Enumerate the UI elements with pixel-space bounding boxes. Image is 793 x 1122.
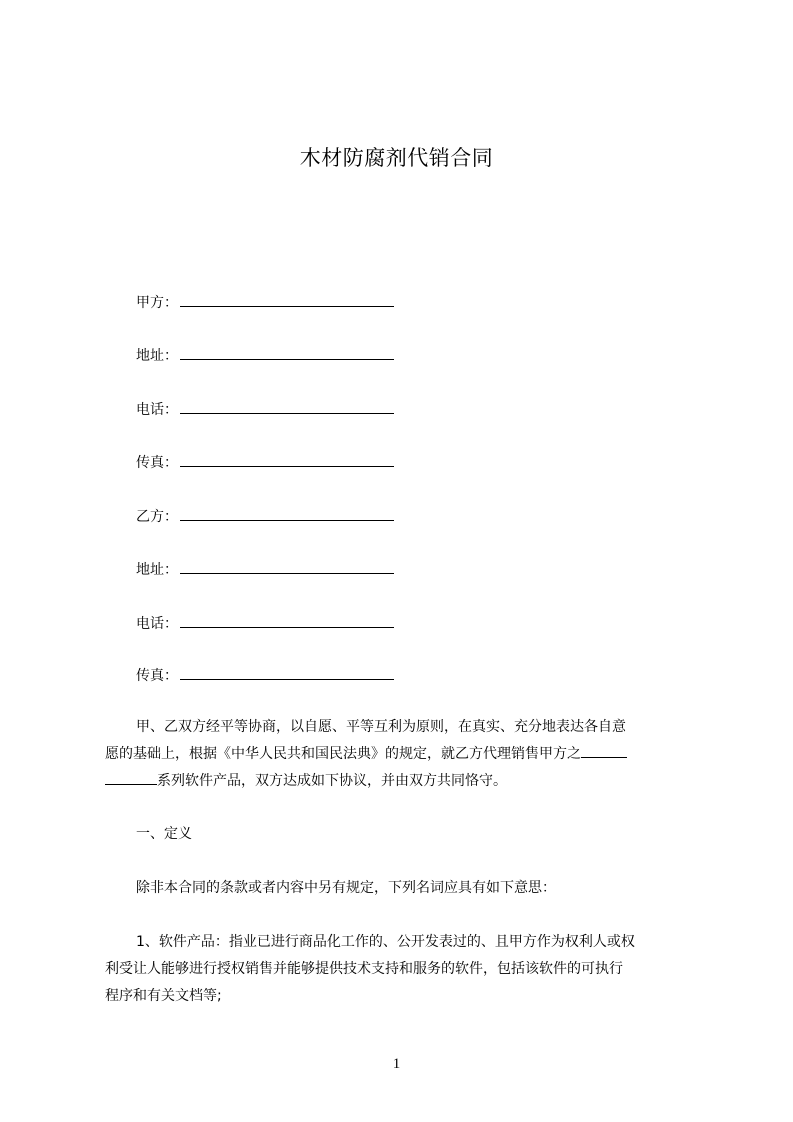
party-a-blank[interactable] [180, 291, 394, 307]
definition-item-1-line-1: 1、软件产品：指业已进行商品化工作的、公开发表过的、且甲方作为权利人或权 [136, 934, 635, 950]
party-a-address-label: 地址： [136, 348, 178, 364]
party-a-phone-field [136, 398, 394, 420]
party-b-fax-label: 传真： [136, 668, 178, 684]
party-b-label: 乙方： [136, 509, 178, 525]
party-a-address-blank[interactable] [180, 344, 394, 360]
party-b-address-blank[interactable] [180, 558, 394, 574]
party-a-field [136, 291, 394, 313]
document-title: 木材防腐剂代销合同 [299, 146, 494, 170]
party-a-phone-blank[interactable] [180, 398, 394, 414]
party-b-address-label: 地址： [136, 562, 178, 578]
party-b-address-field [136, 558, 394, 580]
party-a-address-field [136, 344, 394, 366]
section-heading-definitions: 一、定义 [136, 826, 192, 842]
definitions-intro: 除非本合同的条款或者内容中另有规定，下列名词应具有如下意思： [136, 880, 556, 896]
party-b-blank[interactable] [180, 505, 394, 521]
page-number: 1 [392, 1056, 401, 1072]
product-series-blank-a[interactable] [581, 742, 627, 758]
party-a-label: 甲方： [136, 295, 178, 311]
definition-item-1-line-2: 利受让人能够进行授权销售并能够提供技术支持和服务的软件，包括该软件的可执行 [105, 961, 623, 977]
party-a-fax-blank[interactable] [180, 451, 394, 467]
definition-item-1-line-3: 程序和有关文档等; [105, 988, 222, 1004]
intro-line-3-text: 系列软件产品，双方达成如下协议，并由双方共同恪守。 [157, 773, 507, 789]
party-b-field [136, 505, 394, 527]
intro-line-2 [105, 741, 627, 768]
party-a-fax-field [136, 451, 394, 473]
party-b-phone-field [136, 612, 394, 634]
party-b-fax-field [136, 664, 394, 686]
party-b-phone-label: 电话： [136, 616, 178, 632]
party-b-fax-blank[interactable] [180, 664, 394, 680]
intro-line-2-text: 愿的基础上，根据《中华人民共和国民法典》的规定，就乙方代理销售甲方之 [105, 746, 581, 762]
party-a-fax-label: 传真： [136, 455, 178, 471]
party-a-phone-label: 电话： [136, 402, 178, 418]
party-b-phone-blank[interactable] [180, 612, 394, 628]
intro-line-3 [105, 768, 507, 795]
intro-line-1: 甲、乙双方经平等协商，以自愿、平等互利为原则，在真实、充分地表达各自意 [136, 719, 626, 735]
product-series-blank-b[interactable] [105, 769, 157, 785]
